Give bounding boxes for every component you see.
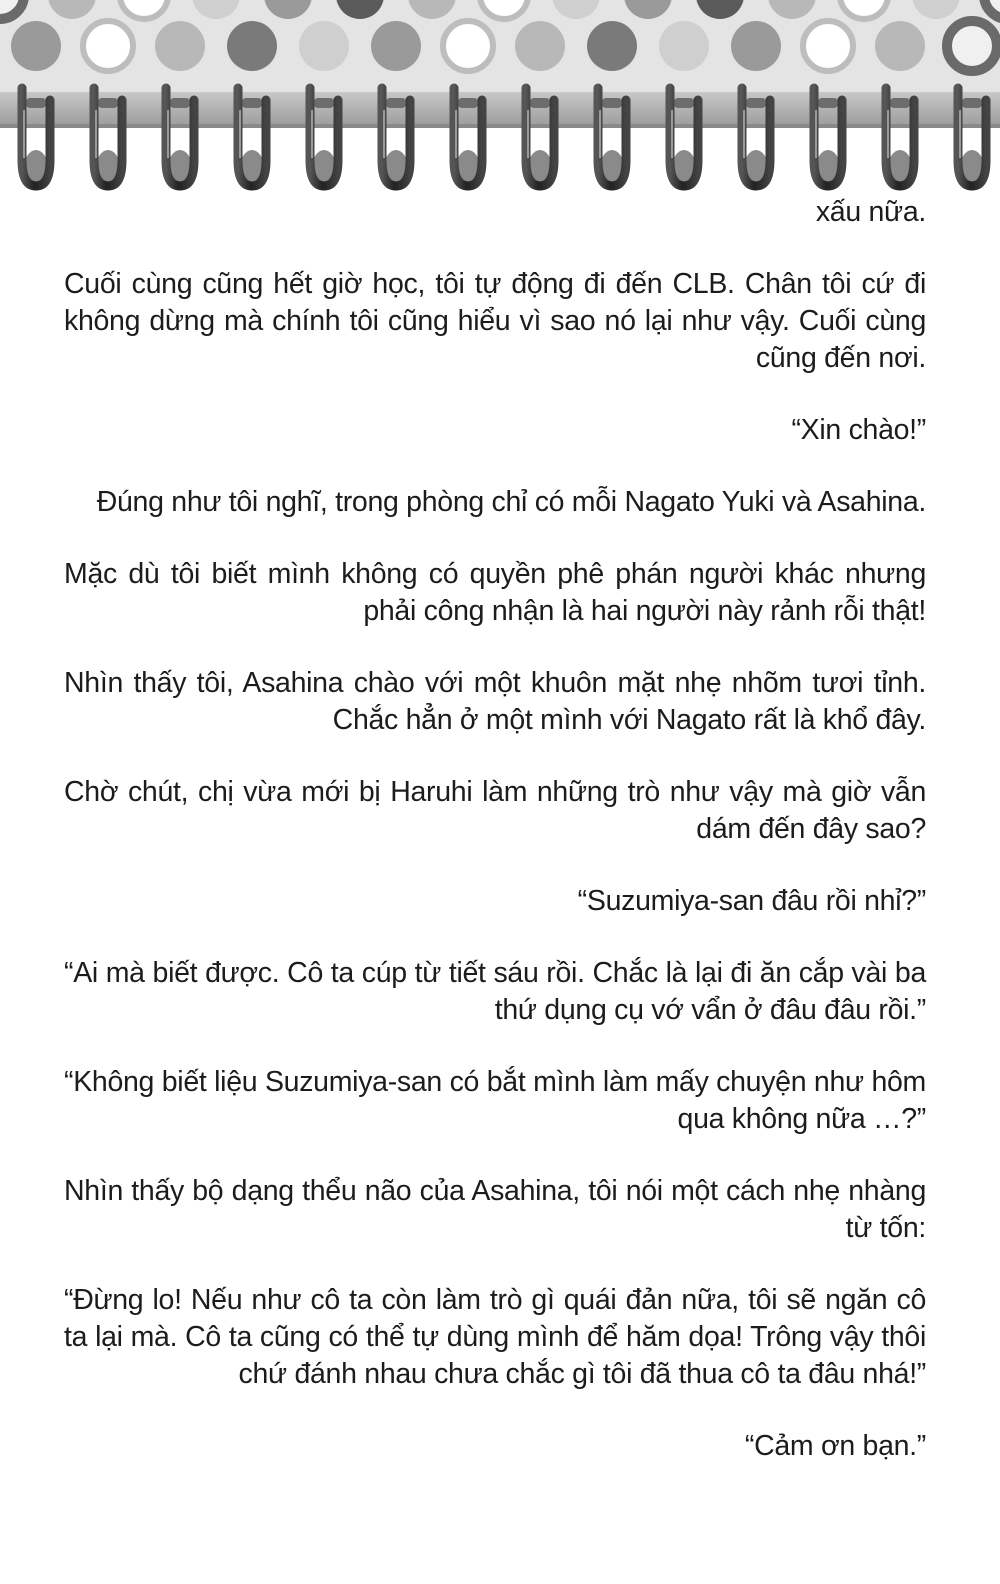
dot: [227, 21, 277, 71]
dot: [299, 21, 349, 71]
notebook-spiral-header: [0, 0, 1000, 200]
paragraph: Nhìn thấy bộ dạng thểu não của Asahina, tôi nói một cách nhẹ nhàng từ tốn:: [64, 1175, 926, 1244]
dot: [11, 21, 61, 71]
dot: [947, 21, 997, 71]
dot: [731, 21, 781, 71]
dot: [443, 21, 493, 71]
dot: [155, 21, 205, 71]
dot: [371, 21, 421, 71]
paragraph: “Không biết liệu Suzumiya-san có bắt mình làm mấy chuyện như hôm qua không nữa …?”: [64, 1066, 926, 1135]
dot: [659, 21, 709, 71]
paragraph: “Đừng lo! Nếu như cô ta còn làm trò gì quái đản nữa, tôi sẽ ngăn cô ta lại mà. Cô ta cũng có thể tự dùng mình để hăm dọa! Trông vậy thôi chứ đánh nhau chưa chắc gì tôi đã thua cô ta đâu nhá!”: [64, 1284, 926, 1390]
paragraph: “Ai mà biết được. Cô ta cúp từ tiết sáu rồi. Chắc là lại đi ăn cắp vài ba thứ dụng cụ vớ vẩn ở đâu đâu rồi.”: [64, 957, 926, 1026]
dot: [587, 21, 637, 71]
dot: [875, 21, 925, 71]
paragraph: Nhìn thấy tôi, Asahina chào với một khuôn mặt nhẹ nhõm tươi tỉnh. Chắc hẳn ở một mình với Nagato rất là khổ đây.: [64, 667, 926, 736]
paragraph: Cuối cùng cũng hết giờ học, tôi tự động đi đến CLB. Chân tôi cứ đi không dừng mà chính tôi cũng hiểu vì sao nó lại như vậy. Cuối cùng cũng đến nơi.: [64, 268, 926, 374]
paragraph: Chờ chút, chị vừa mới bị Haruhi làm những trò như vậy mà giờ vẫn dám đến đây sao?: [64, 776, 926, 845]
paragraph: “Suzumiya-san đâu rồi nhỉ?”: [577, 885, 926, 917]
dot: [515, 21, 565, 71]
dot: [83, 21, 133, 71]
paragraph: “Cảm ơn bạn.”: [744, 1430, 926, 1462]
page-body-text: [64, 194, 926, 1465]
paragraph: Mặc dù tôi biết mình không có quyền phê phán người khác nhưng phải công nhận là hai người này rảnh rỗi thật!: [64, 558, 926, 627]
dot: [803, 21, 853, 71]
paragraph: Đúng như tôi nghĩ, trong phòng chỉ có mỗi Nagato Yuki và Asahina.: [96, 486, 926, 518]
paragraph: “Xin chào!”: [791, 414, 926, 446]
paragraph: xấu nữa.: [815, 196, 926, 228]
